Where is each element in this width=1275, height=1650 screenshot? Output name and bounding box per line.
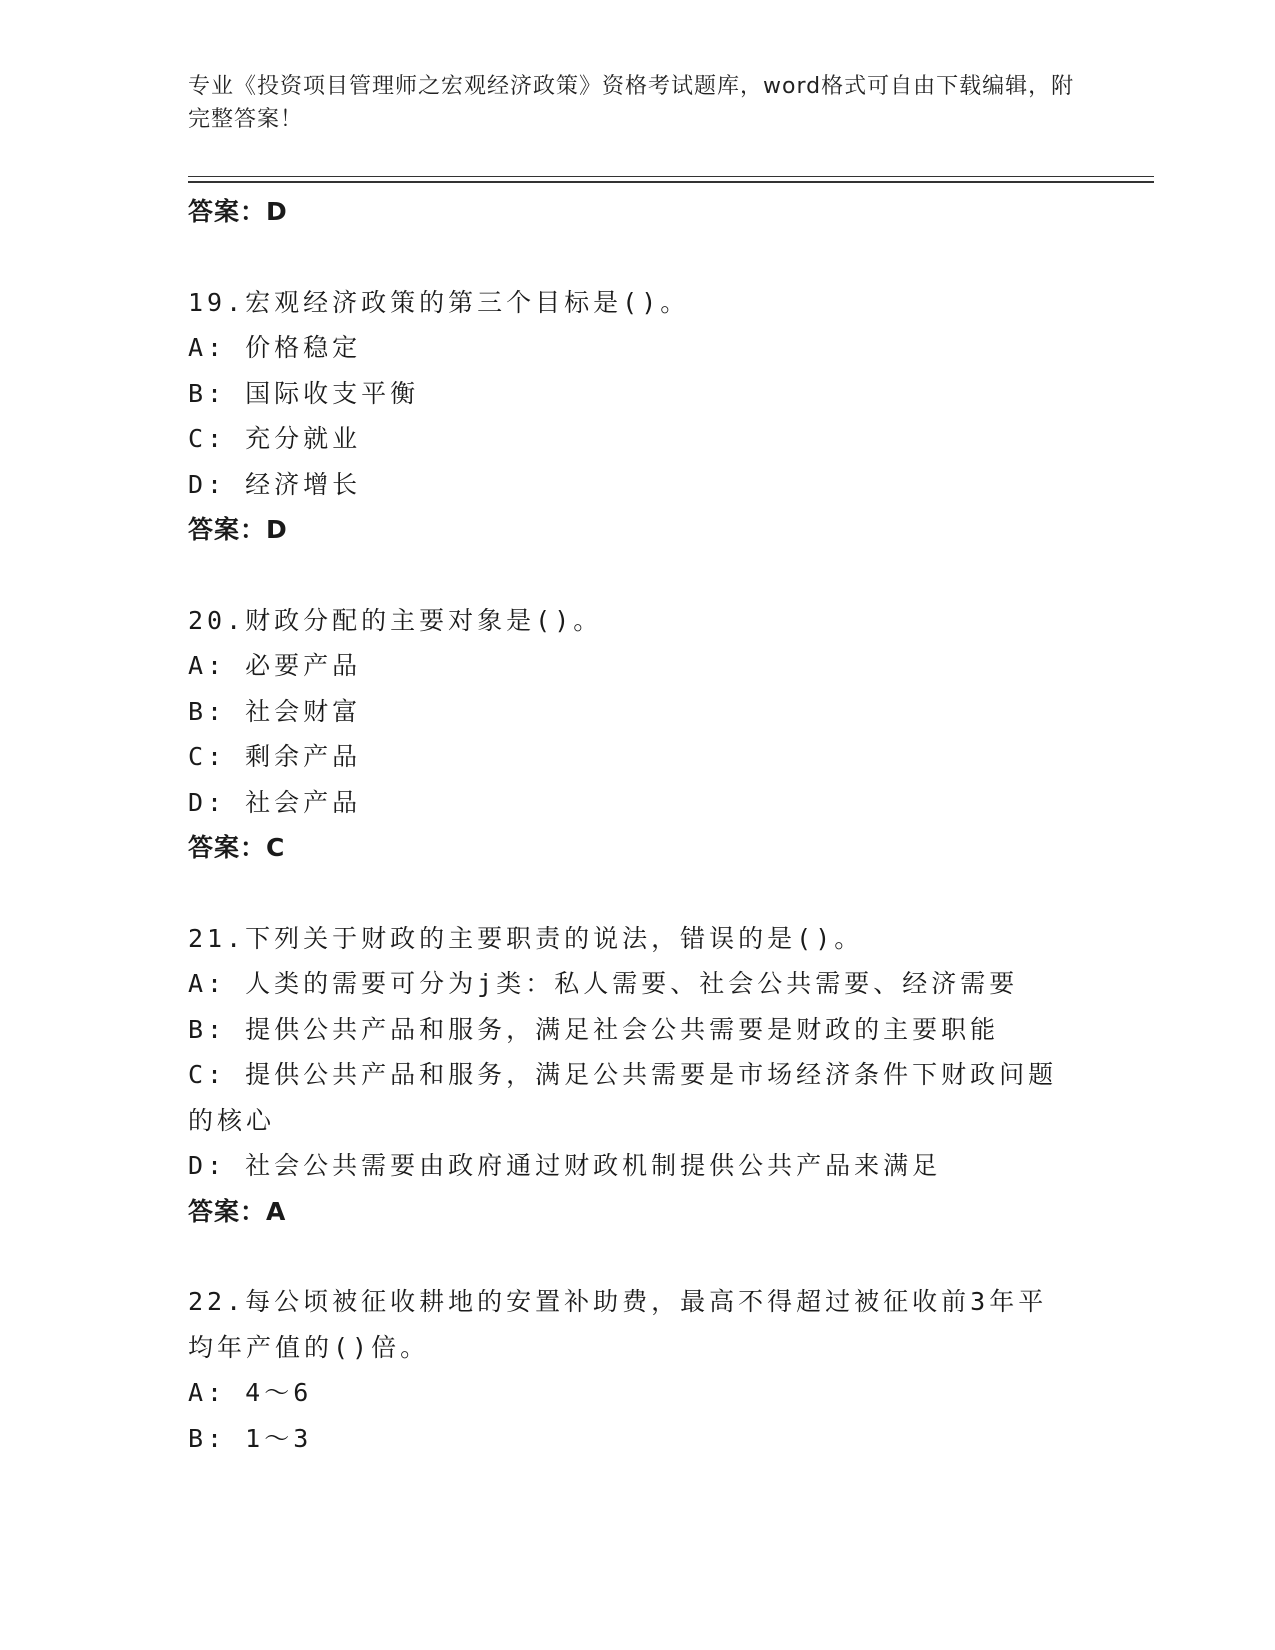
question-stem: 22.每公顷被征收耕地的安置补助费，最高不得超过被征收前3年平均年产值的()倍。 — [188, 1287, 1048, 1362]
question-stem: 19.宏观经济政策的第三个目标是()。 — [188, 287, 690, 317]
option-d: D: 社会公共需要由政府通过财政机制提供公共产品来满足 — [188, 1151, 942, 1180]
question-block — [188, 916, 1088, 1235]
question-stem: 20.财政分配的主要对象是()。 — [188, 605, 603, 635]
option-b: B: 国际收支平衡 — [188, 378, 420, 408]
spacer — [188, 235, 1088, 280]
answer-line: 答案：C — [188, 833, 286, 862]
page-header: 专业《投资项目管理师之宏观经济政策》资格考试题库，word格式可自由下载编辑，附完整答案！ — [188, 74, 1075, 132]
question-block — [188, 1279, 1088, 1461]
option-a: A: 价格稳定 — [188, 333, 362, 362]
option-b: B: 社会财富 — [188, 696, 362, 726]
header-rule-thin — [188, 176, 1154, 177]
question-stem: 21.下列关于财政的主要职责的说法，错误的是()。 — [188, 923, 864, 953]
option-c: C: 剩余产品 — [188, 742, 362, 771]
header-rule-thick — [188, 181, 1154, 183]
option-d: D: 社会产品 — [188, 787, 362, 817]
question-list — [188, 189, 1088, 1461]
option-b: B: 提供公共产品和服务，满足社会公共需要是财政的主要职能 — [188, 1014, 1000, 1044]
option-a: A: 4～6 — [188, 1378, 313, 1407]
answer-line: 答案：D — [188, 515, 288, 544]
option-c: C: 提供公共产品和服务，满足公共需要是市场经济条件下财政问题的核心 — [188, 1060, 1058, 1135]
option-d: D: 经济增长 — [188, 469, 362, 499]
option-c: C: 充分就业 — [188, 424, 362, 453]
spacer — [188, 871, 1088, 916]
question-block — [188, 280, 1088, 553]
answer-line: 答案：D — [188, 197, 288, 226]
spacer — [188, 553, 1088, 598]
option-a: A: 人类的需要可分为j类：私人需要、社会公共需要、经济需要 — [188, 969, 1019, 998]
option-a: A: 必要产品 — [188, 651, 362, 680]
answer-line: 答案：A — [188, 1196, 287, 1226]
question-block — [188, 598, 1088, 871]
option-b: B: 1～3 — [188, 1423, 313, 1453]
spacer — [188, 1234, 1088, 1279]
